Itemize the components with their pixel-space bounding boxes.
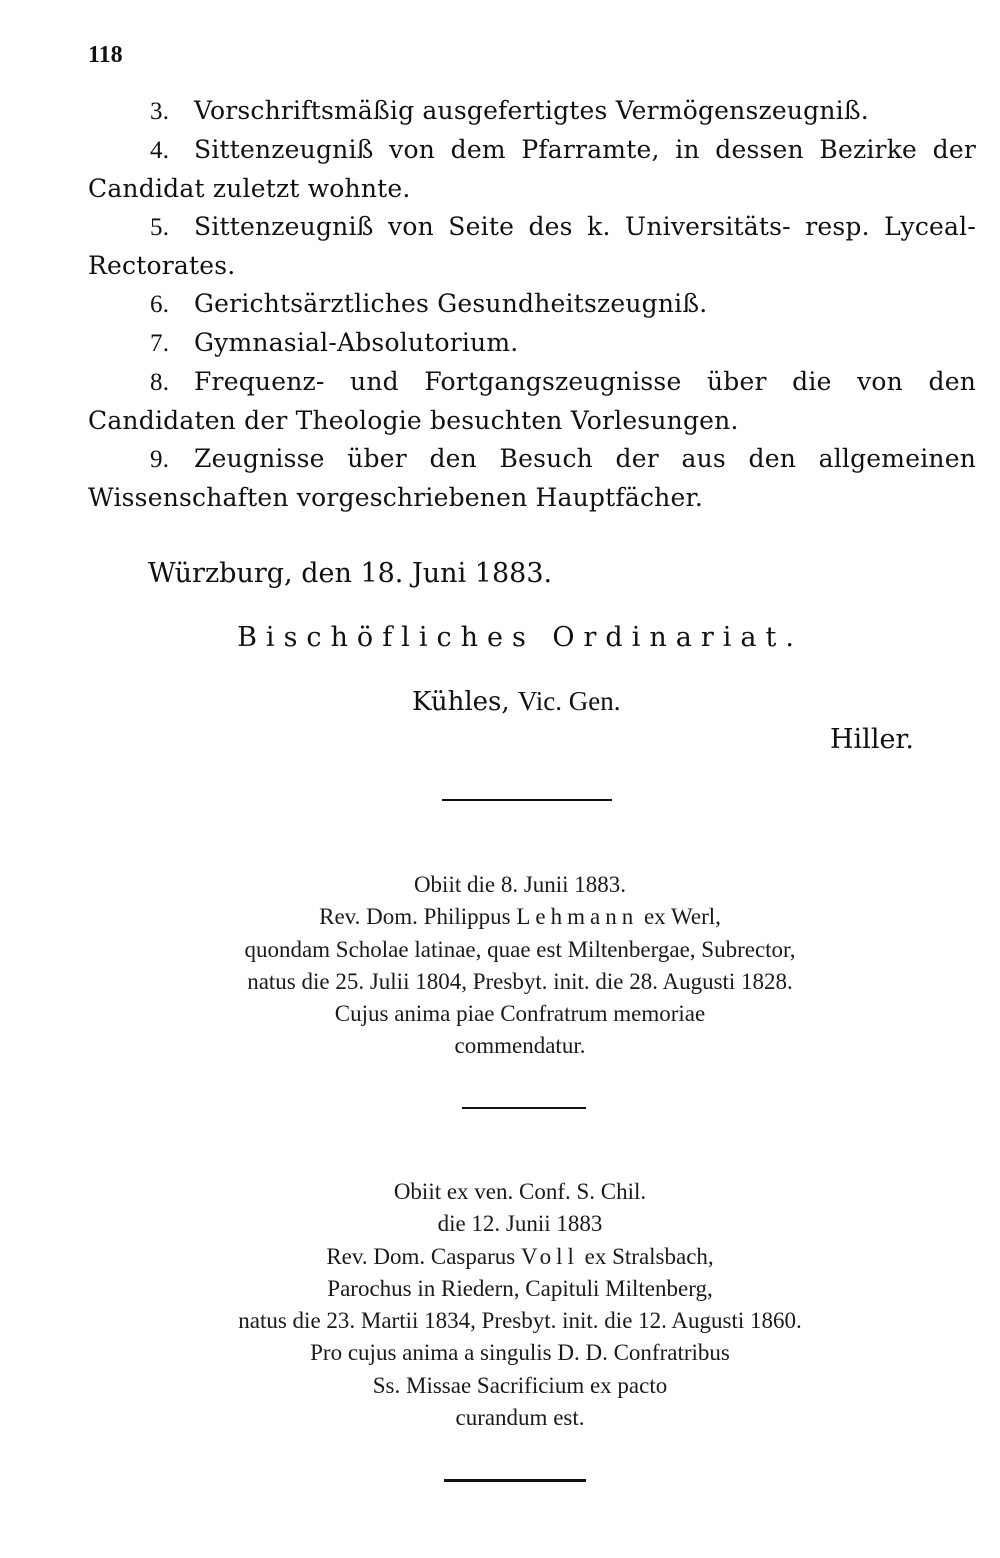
signature-vicar-general <box>412 686 621 717</box>
item-text: Gerichtsärztliches Gesundheitszeugniß. <box>194 289 708 318</box>
obituary-line: Obiit ex ven. Conf. S. Chil. <box>393 1179 647 1204</box>
list-item <box>88 92 976 131</box>
obituary-lehmann <box>0 869 1000 1063</box>
item-number: 6. <box>150 291 170 318</box>
deceased-name: Voll <box>520 1243 579 1269</box>
signer-title: Vic. Gen. <box>517 686 621 716</box>
list-item <box>88 324 976 363</box>
signer-name: Kühles, <box>412 687 510 717</box>
obituary-line: natus die 23. Martii 1834, Presbyt. init. die 12. Augusti 1860. <box>238 1308 802 1334</box>
obituary-text: Rev. Dom. Philippus <box>319 904 511 930</box>
item-number: 5. <box>150 214 170 241</box>
deceased-name: Lehmann <box>516 904 639 930</box>
item-text: Frequenz- und Fortgangszeugnisse über die von den Candidaten der Theologie besuchten Vorlesungen. <box>88 367 976 435</box>
list-item <box>88 208 976 285</box>
signature-secretary: Hiller. <box>830 724 914 755</box>
obituary-text: ex Werl, <box>643 904 721 930</box>
obituary-line: Obiit die 8. Junii 1883. <box>413 872 627 897</box>
obituary-line: die 12. Junii 1883 <box>437 1211 603 1237</box>
obituary-line: commendatur. <box>454 1033 586 1059</box>
obituary-text: ex Stralsbach, <box>584 1243 714 1269</box>
item-number: 4. <box>150 137 170 164</box>
issuing-office: Bischöfliches Ordinariat. <box>237 622 803 653</box>
obituary-line: curandum est. <box>455 1405 585 1431</box>
obituary-line: Cujus anima piae Confratrum memoriae <box>334 1001 706 1027</box>
obituary-line: quondam Scholae latinae, quae est Miltenbergae, Subrector, <box>244 936 796 962</box>
obituary-voll <box>0 1176 1000 1434</box>
page-number: 118 <box>88 42 123 68</box>
item-number: 8. <box>150 369 170 396</box>
obituary-line: Ss. Missae Sacrificium ex pacto <box>372 1372 668 1398</box>
item-text: Sittenzeugniß von Seite des k. Universitäts- resp. Lyceal-Rectorates. <box>88 212 976 280</box>
list-item <box>88 285 976 324</box>
obituary-line: Parochus in Riedern, Capituli Miltenberg, <box>327 1275 713 1301</box>
divider-rule <box>462 1107 586 1109</box>
list-item <box>88 131 976 208</box>
item-text: Sittenzeugniß von dem Pfarramte, in dessen Bezirke der Candidat zuletzt wohnte. <box>88 135 976 203</box>
obituary-text: Rev. Dom. Casparus <box>326 1243 516 1269</box>
requirements-list <box>88 92 976 517</box>
item-number: 7. <box>150 330 170 357</box>
obituary-line: Pro cujus anima a singulis D. D. Confratribus <box>310 1340 730 1366</box>
list-item <box>88 440 976 517</box>
obituary-line <box>40 1241 1000 1273</box>
item-number: 3. <box>150 98 170 125</box>
item-text: Gymnasial-Absolutorium. <box>194 328 519 357</box>
place-date-line: Würzburg, den 18. Juni 1883. <box>148 558 553 589</box>
item-number: 9. <box>150 446 170 473</box>
obituary-line: natus die 25. Julii 1804, Presbyt. init. die 28. Augusti 1828. <box>247 968 793 994</box>
obituary-line <box>40 901 1000 933</box>
item-text: Zeugnisse über den Besuch der aus den allgemeinen Wissenschaften vorgeschriebenen Hauptfächer. <box>88 444 976 512</box>
divider-rule <box>444 1479 586 1482</box>
item-text: Vorschriftsmäßig ausgefertigtes Vermögenszeugniß. <box>194 96 869 125</box>
divider-rule <box>442 799 612 801</box>
list-item <box>88 363 976 440</box>
